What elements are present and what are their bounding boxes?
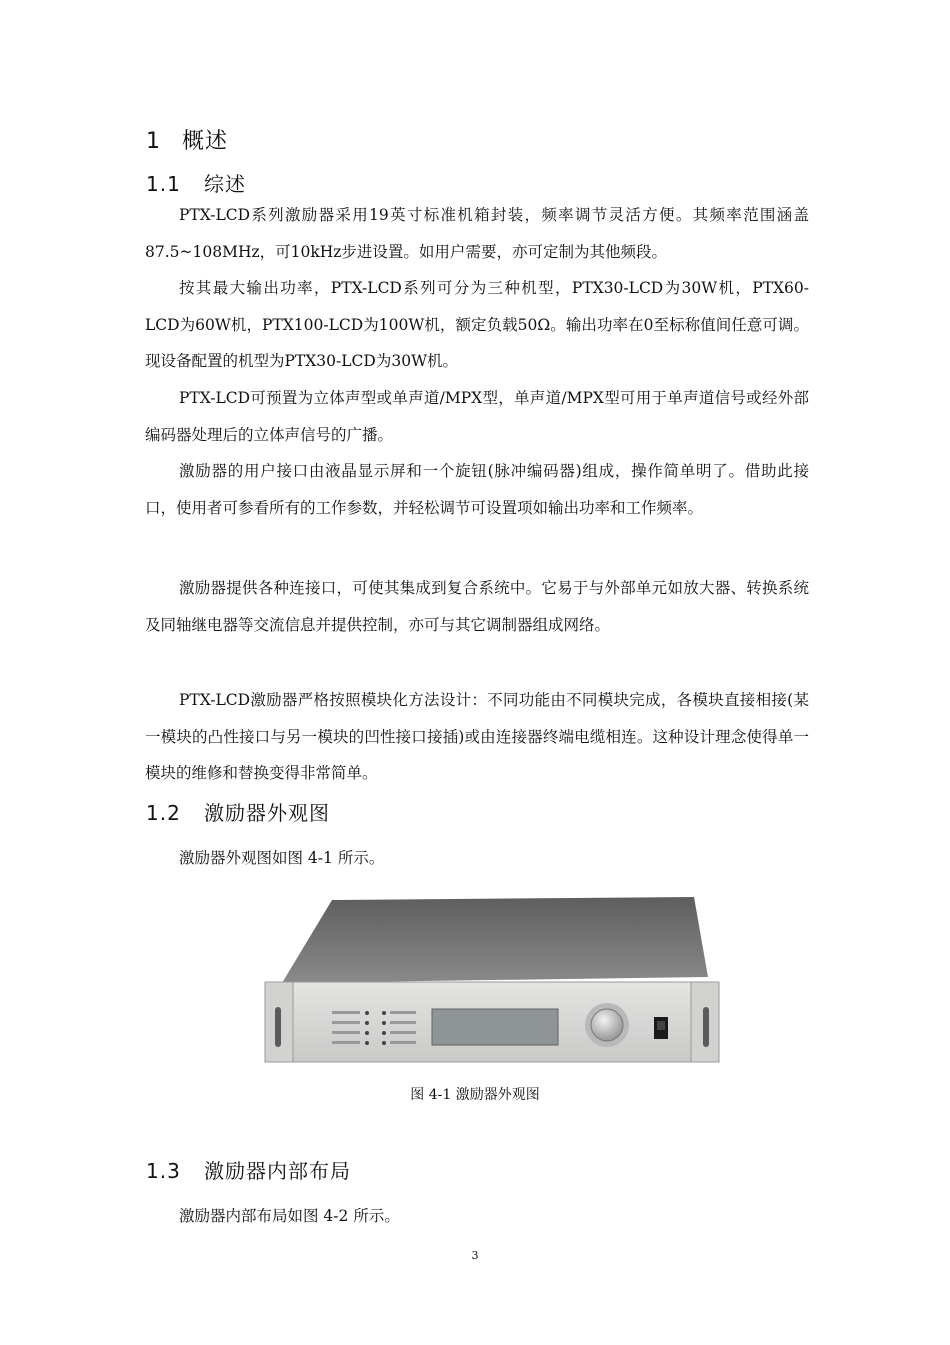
- section-title: 激励器内部布局: [204, 1159, 351, 1183]
- paragraph-connections: 激励器提供各种连接口，可使其集成到复合系统中。它易于与外部单元如放大器、转换系统及同轴继电器等交流信息并提供控制，亦可与其它调制器组成网络。: [145, 579, 809, 634]
- section-1-1-heading: [146, 168, 246, 197]
- paragraph-figure-ref: 激励器外观图如图 4-1 所示。: [179, 849, 385, 867]
- figure-caption: 图 4-1 激励器外观图: [410, 1087, 540, 1103]
- section-title: 激励器外观图: [204, 801, 330, 825]
- paragraph-interface: 激励器的用户接口由液晶显示屏和一个旋钮(脉冲编码器)组成，操作简单明了。借助此接口，使用者可参看所有的工作参数，并轻松调节可设置项如输出功率和工作频率。: [145, 462, 809, 517]
- section-1-3-heading: [146, 1155, 351, 1184]
- section-1-heading: [146, 124, 228, 155]
- paragraph-overview: PTX-LCD系列激励器采用19英寸标准机箱封装，频率调节灵活方便。其频率范围涵盖87.5~108MHz，可10kHz步进设置。如用户需要，亦可定制为其他频段。: [145, 206, 809, 261]
- section-title: 概述: [182, 129, 229, 154]
- paragraph-layout-ref: 激励器内部布局如图 4-2 所示。: [179, 1207, 400, 1225]
- section-number: 1: [146, 129, 161, 154]
- page-number: 3: [471, 1249, 479, 1262]
- section-1-2-heading: [146, 797, 330, 826]
- paragraph-stereo: PTX-LCD可预置为立体声型或单声道/MPX型，单声道/MPX型可用于单声道信号或经外部编码器处理后的立体声信号的广播。: [145, 389, 809, 444]
- section-number: 1.3: [146, 1159, 181, 1183]
- paragraph-models: 按其最大输出功率，PTX-LCD系列可分为三种机型，PTX30-LCD为30W机，PTX60-LCD为60W机，PTX100-LCD为100W机，额定负载50Ω。输出功率在0至标称值间任意可调。现设备配置的机型为PTX30-LCD为30W机。: [145, 279, 809, 370]
- section-number: 1.2: [146, 801, 181, 825]
- section-number: 1.1: [146, 172, 181, 196]
- exciter-photo: [262, 895, 722, 1065]
- paragraph-modular: PTX-LCD激励器严格按照模块化方法设计：不同功能由不同模块完成，各模块直接相接(某一模块的凸性接口与另一模块的凹性接口接插)或由连接器终端电缆相连。这种设计理念使得单一模块的维修和替换变得非常简单。: [145, 691, 809, 782]
- section-title: 综述: [204, 172, 246, 196]
